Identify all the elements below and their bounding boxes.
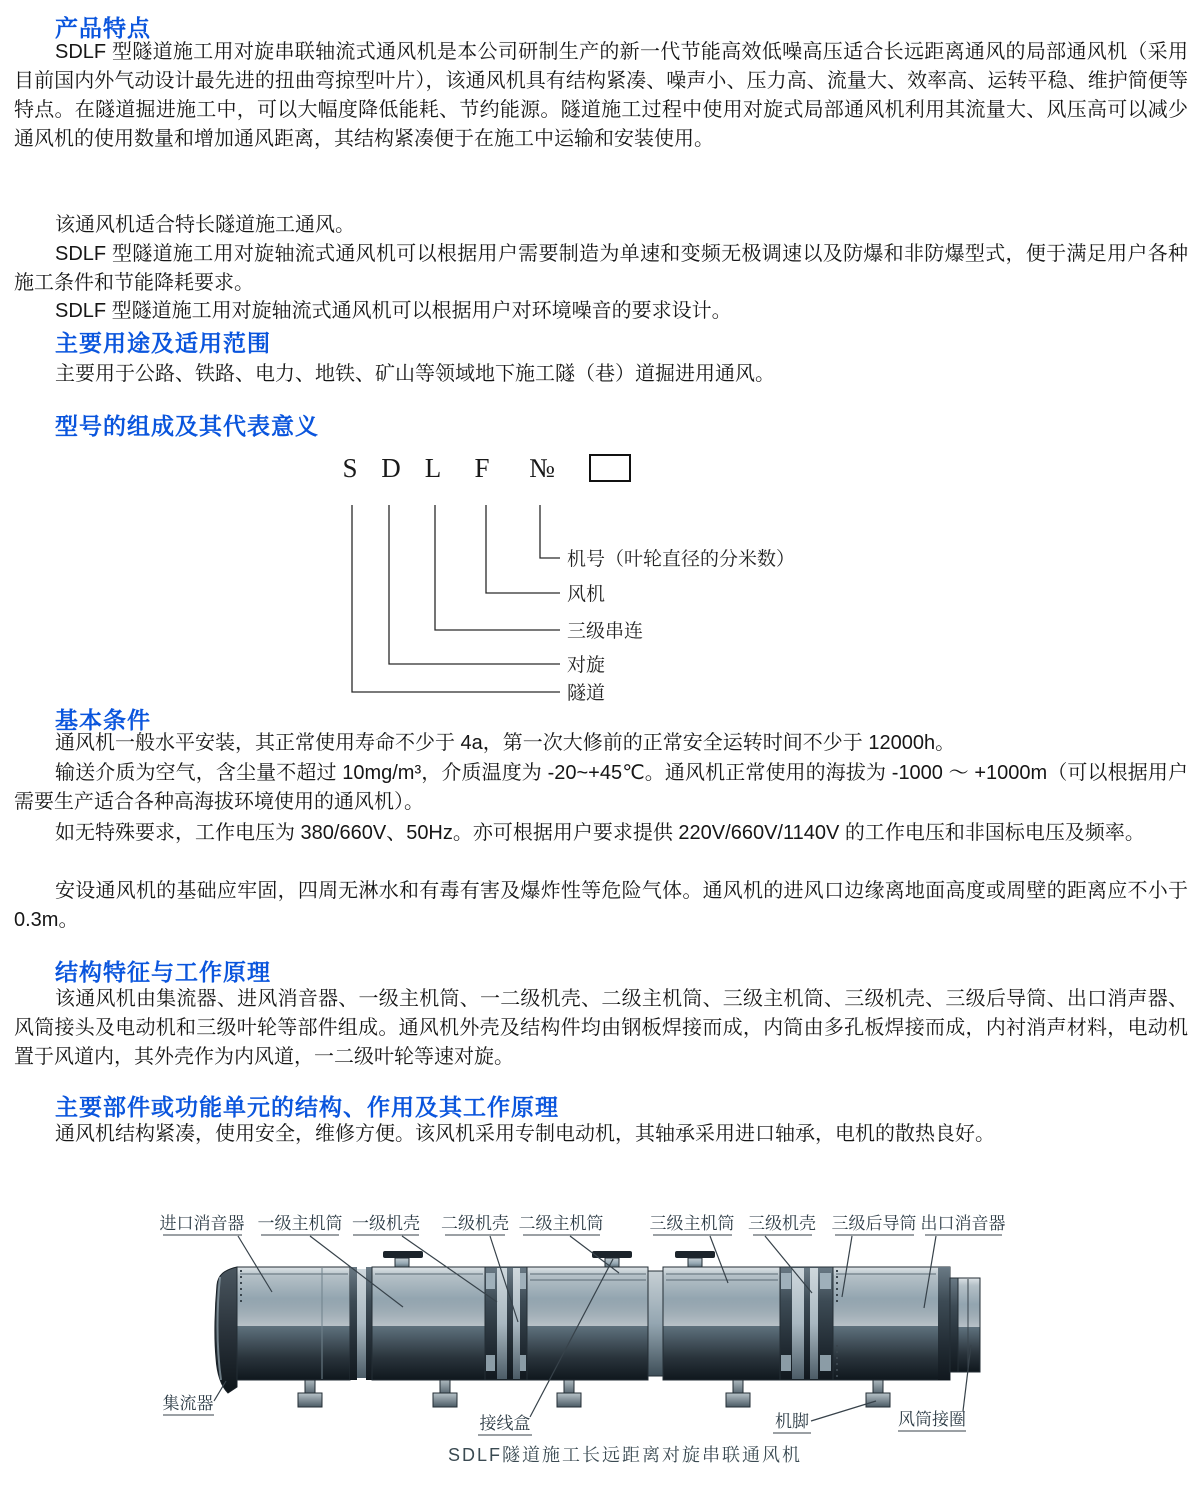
heading-main-parts: 主要部件或功能单元的结构、作用及其工作原理 [55, 1094, 559, 1120]
label-inlet-silencer: 进口消音器 [159, 1214, 245, 1233]
label-stage2-main-barrel: 二级主机筒 [518, 1214, 604, 1233]
model-tree-lines [352, 505, 560, 692]
paragraph-features-4: SDLF 型隧道施工用对旋轴流式通风机可以根据用户对环境噪音的要求设计。 [55, 300, 732, 322]
fan-foot [726, 1378, 750, 1407]
joint-cd [648, 1271, 663, 1376]
model-letters [342, 453, 630, 483]
label-junction-box: 接线盒 [479, 1414, 531, 1433]
paragraph-usage-1: 主要用于公路、铁路、电力、地铁、矿山等领域地下施工隧（巷）道掘进用通风。 [55, 363, 775, 385]
paragraph-features-1: SDLF 型隧道施工用对旋串联轴流式通风机是本公司研制生产的新一代节能高效低噪高压适合长远距离通风的局部通风机（采用目前国内外气动设计最先进的扭曲弯掠型叶片），该通风机具有结构紧凑、噪声小、压力高、流量大、效率高、运转平稳、维护简便等特点。在隧道掘进施工中，可以大幅度降低能耗、节约能源。隧道施工过程中使用对旋式局部通风机利用其流量大、风压高可以减少通风机的使用数量和增加通风距离，其结构紧凑便于在施工中运输和安装使用。 [14, 41, 1188, 150]
heading-model-meaning: 型号的组成及其代表意义 [55, 413, 319, 439]
model-letter-f: F [474, 453, 490, 483]
label-stage1-main-barrel: 一级主机筒 [257, 1214, 343, 1233]
paragraph-structure-1: 该通风机由集流器、进风消音器、一级主机筒、一二级机壳、二级主机筒、三级主机筒、三级机壳、三级后导筒、出口消声器、风筒接头及电动机和三级叶轮等部件组成。通风机外壳及结构件均由钢板焊接而成，内筒由多孔板焊接而成，内衬消声材料，电动机置于风道内，其外壳作为内风道，一二级叶轮等速对旋。 [14, 988, 1188, 1068]
model-letter-s: S [342, 453, 358, 483]
heading-product-features: 产品特点 [55, 15, 151, 41]
section-stage1-casing [372, 1267, 485, 1380]
model-letter-no: № [529, 453, 555, 483]
heading-usage: 主要用途及适用范围 [55, 330, 271, 356]
fan-body-sections [237, 1267, 980, 1380]
model-letter-d: D [381, 453, 401, 483]
figure-caption: SDLF隧道施工长远距离对旋串联通风机 [447, 1445, 803, 1465]
flange-ring-ab [350, 1267, 372, 1380]
section-outlet-silencer [833, 1267, 950, 1380]
paragraph-features-2: 该通风机适合特长隧道施工通风。 [55, 214, 355, 236]
paragraph-features-3: SDLF 型隧道施工用对旋轴流式通风机可以根据用户需要制造为单速和变频无极调速以及防爆和非防爆型式，便于满足用户各种施工条件和节能降耗要求。 [14, 243, 1188, 294]
label-outlet-silencer: 出口消音器 [920, 1214, 1006, 1233]
fan-feet [298, 1378, 890, 1407]
model-label-three-stage: 三级串连 [567, 621, 644, 642]
label-stage2-shell: 二级机壳 [441, 1214, 509, 1233]
label-duct-ring: 风筒接圈 [898, 1410, 966, 1429]
outlet-end-lip [938, 1267, 950, 1380]
label-stage3-shell: 三级机壳 [748, 1214, 816, 1233]
fan-assembly-figure [70, 1195, 1130, 1505]
figure-top-labels [160, 1214, 1006, 1235]
paragraph-basic-1: 通风机一般水平安装，其正常使用寿命不少于 4a，第一次大修前的正常安全运转时间不少于 12000h。 [55, 732, 956, 754]
paragraph-parts-1: 通风机结构紧凑，使用安全，维修方便。该风机采用专制电动机，其轴承采用进口轴承，电机的散热良好。 [55, 1123, 995, 1145]
label-stage1-shell: 一级机壳 [352, 1214, 420, 1233]
section-stage3-casing [663, 1267, 780, 1380]
fan-foot [557, 1378, 581, 1407]
leader-foot [811, 1401, 876, 1421]
model-number-box [590, 455, 630, 481]
duct-connection-ring [950, 1278, 980, 1372]
label-foot: 机脚 [775, 1412, 809, 1431]
label-collector: 集流器 [162, 1394, 214, 1413]
model-label-fan: 风机 [567, 584, 606, 605]
leader-collector [214, 1381, 226, 1401]
paragraph-basic-4: 安设通风机的基础应牢固，四周无淋水和有毒有害及爆炸性等危险气体。通风机的进风口边缘离地面高度或周壁的距离应不小于 0.3m。 [14, 880, 1188, 931]
model-letter-l: L [424, 453, 442, 483]
model-tree-labels [567, 548, 795, 704]
model-line-fan [486, 505, 560, 593]
model-line-machine-no [540, 505, 560, 558]
model-label-tunnel: 隧道 [567, 683, 606, 704]
heading-basic-conditions: 基本条件 [55, 707, 151, 733]
fan-foot [433, 1378, 457, 1407]
model-line-three-stage [435, 505, 560, 630]
heading-structure-principle: 结构特征与工作原理 [55, 959, 271, 985]
label-stage3-main-barrel: 三级主机筒 [649, 1214, 735, 1233]
model-line-contra [389, 505, 560, 664]
junction-box-1 [383, 1251, 423, 1269]
model-label-machine-no: 机号（叶轮直径的分米数） [567, 549, 796, 570]
section-inlet-silencer [237, 1267, 350, 1380]
junction-box-3 [675, 1251, 715, 1269]
section-stage2-casing [527, 1267, 648, 1380]
label-stage3-rear-guide: 三级后导筒 [831, 1214, 917, 1233]
flange-cluster-de [780, 1267, 833, 1380]
model-designation-diagram [330, 445, 850, 715]
paragraph-basic-2: 输送介质为空气，含尘量不超过 10mg/m³，介质温度为 -20~+45℃。通风机正常使用的海拔为 -1000 ～ +1000m（可以根据用户需要生产适合各种高海拔环境使用的通风机）。 [14, 762, 1188, 813]
model-label-contra: 对旋 [567, 655, 606, 676]
fan-foot [298, 1378, 322, 1407]
paragraph-basic-3: 如无特殊要求，工作电压为 380/660V、50Hz。亦可根据用户要求提供 220V/660V/1140V 的工作电压和非国标电压及频率。 [55, 822, 1145, 844]
